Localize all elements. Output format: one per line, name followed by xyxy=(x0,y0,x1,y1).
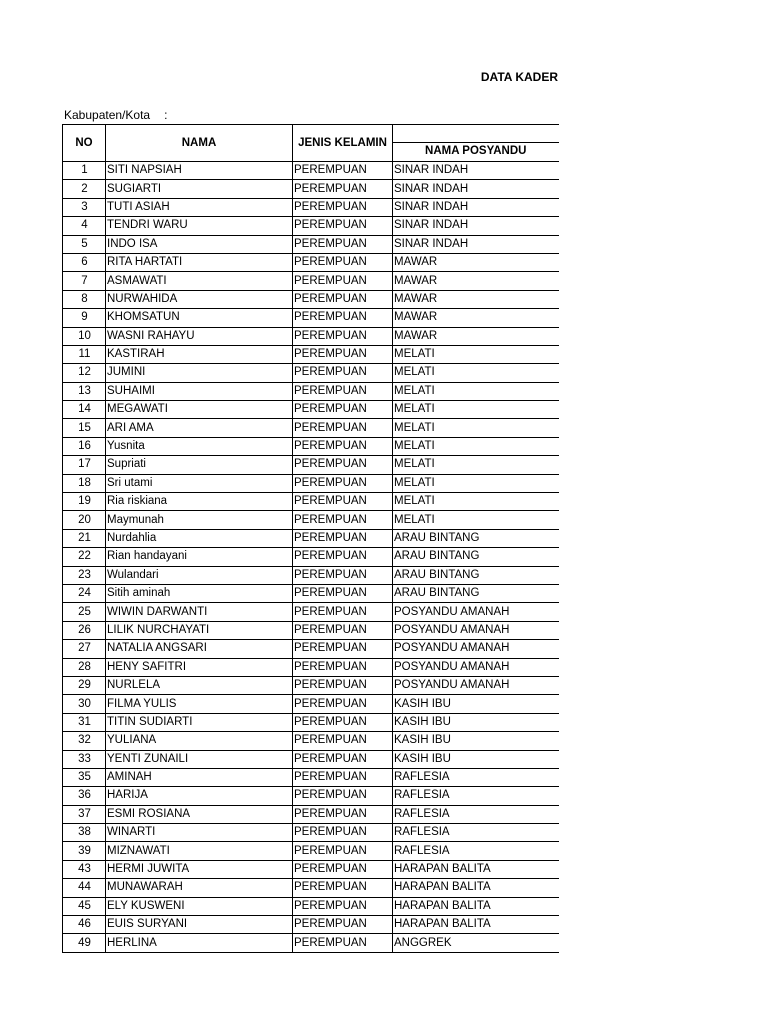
table-row xyxy=(63,566,559,584)
cell-posyandu: SINAR INDAH xyxy=(393,162,559,180)
table-row xyxy=(63,732,559,750)
cell-no: 8 xyxy=(63,290,106,308)
cell-nama: Ria riskiana xyxy=(106,493,293,511)
cell-no: 24 xyxy=(63,584,106,602)
table-row xyxy=(63,401,559,419)
table-row xyxy=(63,584,559,602)
table-row xyxy=(63,309,559,327)
region-label-text: Kabupaten/Kota xyxy=(64,108,151,122)
cell-no: 10 xyxy=(63,327,106,345)
table-row xyxy=(63,511,559,529)
cell-jenis-kelamin: PEREMPUAN xyxy=(293,180,393,198)
cell-no: 18 xyxy=(63,474,106,492)
table-row xyxy=(63,198,559,216)
cell-posyandu: ARAU BINTANG xyxy=(393,566,559,584)
cell-no: 27 xyxy=(63,640,106,658)
cell-posyandu: MELATI xyxy=(393,345,559,363)
cell-jenis-kelamin: PEREMPUAN xyxy=(293,474,393,492)
cell-jenis-kelamin: PEREMPUAN xyxy=(293,787,393,805)
cell-posyandu: SINAR INDAH xyxy=(393,235,559,253)
table-row xyxy=(63,382,559,400)
cell-no: 5 xyxy=(63,235,106,253)
cell-nama: ELY KUSWENI xyxy=(106,897,293,915)
cell-jenis-kelamin: PEREMPUAN xyxy=(293,732,393,750)
cell-nama: AMINAH xyxy=(106,768,293,786)
table-row xyxy=(63,658,559,676)
cell-nama: INDO ISA xyxy=(106,235,293,253)
cell-no: 9 xyxy=(63,309,106,327)
cell-posyandu: KASIH IBU xyxy=(393,713,559,731)
cell-nama: LILIK NURCHAYATI xyxy=(106,621,293,639)
cell-jenis-kelamin: PEREMPUAN xyxy=(293,768,393,786)
cell-nama: NURWAHIDA xyxy=(106,290,293,308)
cell-no: 46 xyxy=(63,916,106,934)
cell-jenis-kelamin: PEREMPUAN xyxy=(293,272,393,290)
table-row xyxy=(63,897,559,915)
cell-nama: HERLINA xyxy=(106,934,293,952)
table-row xyxy=(63,290,559,308)
cell-nama: JUMINI xyxy=(106,364,293,382)
cell-nama: WASNI RAHAYU xyxy=(106,327,293,345)
cell-no: 26 xyxy=(63,621,106,639)
cell-nama: Wulandari xyxy=(106,566,293,584)
cell-nama: MIZNAWATI xyxy=(106,842,293,860)
cell-nama: EUIS SURYANI xyxy=(106,916,293,934)
cell-jenis-kelamin: PEREMPUAN xyxy=(293,584,393,602)
cell-nama: HARIJA xyxy=(106,787,293,805)
cell-no: 45 xyxy=(63,897,106,915)
kader-table-body xyxy=(63,162,559,953)
cell-posyandu: POSYANDU AMANAH xyxy=(393,640,559,658)
cell-nama: ASMAWATI xyxy=(106,272,293,290)
cell-posyandu: MELATI xyxy=(393,511,559,529)
table-row xyxy=(63,272,559,290)
cell-no: 22 xyxy=(63,548,106,566)
cell-no: 17 xyxy=(63,456,106,474)
cell-nama: WINARTI xyxy=(106,824,293,842)
cell-jenis-kelamin: PEREMPUAN xyxy=(293,713,393,731)
cell-posyandu: MELATI xyxy=(393,474,559,492)
cell-nama: YULIANA xyxy=(106,732,293,750)
cell-no: 20 xyxy=(63,511,106,529)
cell-no: 38 xyxy=(63,824,106,842)
cell-jenis-kelamin: PEREMPUAN xyxy=(293,640,393,658)
cell-posyandu: MAWAR xyxy=(393,290,559,308)
cell-no: 1 xyxy=(63,162,106,180)
cell-nama: Nurdahlia xyxy=(106,529,293,547)
cell-nama: SUHAIMI xyxy=(106,382,293,400)
cell-no: 29 xyxy=(63,676,106,694)
cell-nama: Sitih aminah xyxy=(106,584,293,602)
cell-posyandu: POSYANDU AMANAH xyxy=(393,603,559,621)
header-no: NO xyxy=(63,125,106,162)
cell-jenis-kelamin: PEREMPUAN xyxy=(293,309,393,327)
cell-jenis-kelamin: PEREMPUAN xyxy=(293,603,393,621)
cell-no: 15 xyxy=(63,419,106,437)
cell-nama: MEGAWATI xyxy=(106,401,293,419)
cell-posyandu: ARAU BINTANG xyxy=(393,548,559,566)
cell-jenis-kelamin: PEREMPUAN xyxy=(293,198,393,216)
table-row xyxy=(63,621,559,639)
cell-jenis-kelamin: PEREMPUAN xyxy=(293,676,393,694)
table-row xyxy=(63,327,559,345)
cell-jenis-kelamin: PEREMPUAN xyxy=(293,695,393,713)
cell-posyandu: RAFLESIA xyxy=(393,768,559,786)
cell-nama: KHOMSATUN xyxy=(106,309,293,327)
cell-nama: TITIN SUDIARTI xyxy=(106,713,293,731)
cell-nama: RITA HARTATI xyxy=(106,253,293,271)
table-row xyxy=(63,548,559,566)
cell-nama: NURLELA xyxy=(106,676,293,694)
cell-nama: ESMI ROSIANA xyxy=(106,805,293,823)
cell-posyandu: ARAU BINTANG xyxy=(393,529,559,547)
table-row xyxy=(63,916,559,934)
cell-no: 30 xyxy=(63,695,106,713)
cell-posyandu: RAFLESIA xyxy=(393,787,559,805)
header-nama: NAMA xyxy=(106,125,293,162)
cell-jenis-kelamin: PEREMPUAN xyxy=(293,750,393,768)
cell-no: 32 xyxy=(63,732,106,750)
cell-jenis-kelamin: PEREMPUAN xyxy=(293,548,393,566)
table-row xyxy=(63,217,559,235)
cell-no: 33 xyxy=(63,750,106,768)
cell-jenis-kelamin: PEREMPUAN xyxy=(293,419,393,437)
cell-no: 7 xyxy=(63,272,106,290)
cell-jenis-kelamin: PEREMPUAN xyxy=(293,842,393,860)
table-row xyxy=(63,364,559,382)
table-row xyxy=(63,695,559,713)
cell-no: 13 xyxy=(63,382,106,400)
cell-jenis-kelamin: PEREMPUAN xyxy=(293,805,393,823)
table-row xyxy=(63,676,559,694)
cell-no: 37 xyxy=(63,805,106,823)
cell-posyandu: POSYANDU AMANAH xyxy=(393,676,559,694)
cell-posyandu: MAWAR xyxy=(393,309,559,327)
cell-no: 19 xyxy=(63,493,106,511)
cell-jenis-kelamin: PEREMPUAN xyxy=(293,401,393,419)
cell-posyandu: POSYANDU AMANAH xyxy=(393,658,559,676)
cell-nama: TENDRI WARU xyxy=(106,217,293,235)
cell-posyandu: KASIH IBU xyxy=(393,732,559,750)
cell-jenis-kelamin: PEREMPUAN xyxy=(293,916,393,934)
cell-jenis-kelamin: PEREMPUAN xyxy=(293,345,393,363)
table-row xyxy=(63,860,559,878)
cell-posyandu: MELATI xyxy=(393,364,559,382)
table-row xyxy=(63,768,559,786)
cell-no: 43 xyxy=(63,860,106,878)
cell-nama: TUTI ASIAH xyxy=(106,198,293,216)
cell-posyandu: MELATI xyxy=(393,401,559,419)
cell-nama: Sri utami xyxy=(106,474,293,492)
cell-nama: Maymunah xyxy=(106,511,293,529)
cell-posyandu: MELATI xyxy=(393,419,559,437)
cell-no: 11 xyxy=(63,345,106,363)
cell-jenis-kelamin: PEREMPUAN xyxy=(293,327,393,345)
cell-nama: NATALIA ANGSARI xyxy=(106,640,293,658)
cell-jenis-kelamin: PEREMPUAN xyxy=(293,621,393,639)
cell-jenis-kelamin: PEREMPUAN xyxy=(293,658,393,676)
table-row xyxy=(63,162,559,180)
cell-nama: KASTIRAH xyxy=(106,345,293,363)
cell-jenis-kelamin: PEREMPUAN xyxy=(293,934,393,952)
table-row xyxy=(63,879,559,897)
table-row xyxy=(63,493,559,511)
cell-jenis-kelamin: PEREMPUAN xyxy=(293,437,393,455)
cell-no: 4 xyxy=(63,217,106,235)
cell-no: 28 xyxy=(63,658,106,676)
cell-posyandu: RAFLESIA xyxy=(393,824,559,842)
cell-no: 31 xyxy=(63,713,106,731)
cell-jenis-kelamin: PEREMPUAN xyxy=(293,897,393,915)
cell-posyandu: POSYANDU AMANAH xyxy=(393,621,559,639)
region-label-colon: : xyxy=(164,108,168,122)
header-jenis-kelamin: JENIS KELAMIN xyxy=(293,125,393,162)
cell-posyandu: SINAR INDAH xyxy=(393,198,559,216)
cell-jenis-kelamin: PEREMPUAN xyxy=(293,860,393,878)
table-row xyxy=(63,713,559,731)
header-nama-posyandu: NAMA POSYANDU xyxy=(393,143,559,162)
table-row xyxy=(63,842,559,860)
cell-posyandu: HARAPAN BALITA xyxy=(393,879,559,897)
cell-nama: HERMI JUWITA xyxy=(106,860,293,878)
table-row xyxy=(63,529,559,547)
cell-posyandu: MELATI xyxy=(393,456,559,474)
cell-posyandu: RAFLESIA xyxy=(393,805,559,823)
cell-jenis-kelamin: PEREMPUAN xyxy=(293,879,393,897)
table-row xyxy=(63,824,559,842)
cell-posyandu: SINAR INDAH xyxy=(393,180,559,198)
cell-posyandu: RAFLESIA xyxy=(393,842,559,860)
cell-nama: SUGIARTI xyxy=(106,180,293,198)
cell-no: 21 xyxy=(63,529,106,547)
cell-no: 14 xyxy=(63,401,106,419)
cell-nama: Supriati xyxy=(106,456,293,474)
cell-posyandu: ANGGREK xyxy=(393,934,559,952)
cell-jenis-kelamin: PEREMPUAN xyxy=(293,162,393,180)
cell-posyandu: HARAPAN BALITA xyxy=(393,897,559,915)
cell-no: 36 xyxy=(63,787,106,805)
table-row xyxy=(63,750,559,768)
cell-no: 12 xyxy=(63,364,106,382)
cell-nama: FILMA YULIS xyxy=(106,695,293,713)
cell-jenis-kelamin: PEREMPUAN xyxy=(293,217,393,235)
cell-jenis-kelamin: PEREMPUAN xyxy=(293,382,393,400)
table-row xyxy=(63,787,559,805)
cell-posyandu: MELATI xyxy=(393,493,559,511)
cell-nama: SITI NAPSIAH xyxy=(106,162,293,180)
cell-no: 3 xyxy=(63,198,106,216)
cell-jenis-kelamin: PEREMPUAN xyxy=(293,529,393,547)
cell-jenis-kelamin: PEREMPUAN xyxy=(293,824,393,842)
cell-no: 39 xyxy=(63,842,106,860)
cell-no: 23 xyxy=(63,566,106,584)
region-label xyxy=(64,108,167,122)
table-row xyxy=(63,235,559,253)
table-row xyxy=(63,474,559,492)
table-row xyxy=(63,180,559,198)
table-row xyxy=(63,603,559,621)
cell-posyandu: HARAPAN BALITA xyxy=(393,860,559,878)
table-row xyxy=(63,437,559,455)
table-row xyxy=(63,345,559,363)
cell-jenis-kelamin: PEREMPUAN xyxy=(293,253,393,271)
cell-nama: WIWIN DARWANTI xyxy=(106,603,293,621)
cell-posyandu: MAWAR xyxy=(393,272,559,290)
header-posyandu-group xyxy=(393,125,559,143)
cell-posyandu: KASIH IBU xyxy=(393,695,559,713)
cell-nama: Yusnita xyxy=(106,437,293,455)
table-row xyxy=(63,456,559,474)
cell-jenis-kelamin: PEREMPUAN xyxy=(293,235,393,253)
cell-nama: ARI AMA xyxy=(106,419,293,437)
cell-jenis-kelamin: PEREMPUAN xyxy=(293,290,393,308)
cell-posyandu: SINAR INDAH xyxy=(393,217,559,235)
cell-posyandu: MAWAR xyxy=(393,253,559,271)
table-row xyxy=(63,253,559,271)
cell-nama: YENTI ZUNAILI xyxy=(106,750,293,768)
cell-no: 6 xyxy=(63,253,106,271)
cell-jenis-kelamin: PEREMPUAN xyxy=(293,511,393,529)
table-row xyxy=(63,934,559,952)
cell-jenis-kelamin: PEREMPUAN xyxy=(293,566,393,584)
table-row xyxy=(63,805,559,823)
cell-nama: HENY SAFITRI xyxy=(106,658,293,676)
cell-posyandu: KASIH IBU xyxy=(393,750,559,768)
cell-jenis-kelamin: PEREMPUAN xyxy=(293,364,393,382)
cell-jenis-kelamin: PEREMPUAN xyxy=(293,456,393,474)
cell-jenis-kelamin: PEREMPUAN xyxy=(293,493,393,511)
cell-posyandu: MELATI xyxy=(393,437,559,455)
cell-no: 44 xyxy=(63,879,106,897)
kader-table xyxy=(62,124,559,953)
cell-nama: MUNAWARAH xyxy=(106,879,293,897)
document-title: DATA KADER xyxy=(480,70,558,84)
cell-nama: Rian handayani xyxy=(106,548,293,566)
cell-no: 2 xyxy=(63,180,106,198)
cell-no: 35 xyxy=(63,768,106,786)
table-row xyxy=(63,640,559,658)
cell-posyandu: ARAU BINTANG xyxy=(393,584,559,602)
cell-posyandu: MELATI xyxy=(393,382,559,400)
cell-posyandu: HARAPAN BALITA xyxy=(393,916,559,934)
cell-no: 49 xyxy=(63,934,106,952)
cell-no: 16 xyxy=(63,437,106,455)
cell-posyandu: MAWAR xyxy=(393,327,559,345)
kader-table-header xyxy=(63,125,559,162)
table-row xyxy=(63,419,559,437)
cell-no: 25 xyxy=(63,603,106,621)
